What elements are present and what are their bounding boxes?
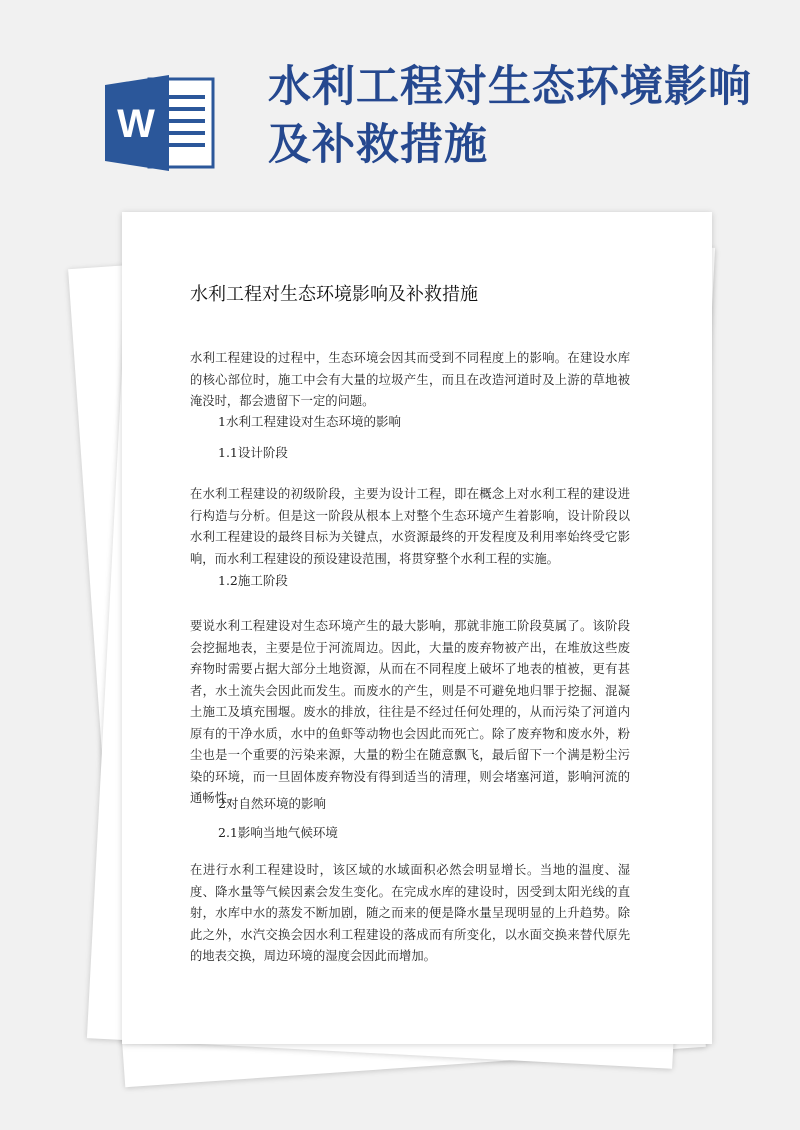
section-heading-1: 1水利工程建设对生态环境的影响: [218, 414, 401, 429]
section-heading-2: 2对自然环境的影响: [218, 796, 326, 811]
section-heading-2-1: 2.1影响当地气候环境: [218, 825, 338, 840]
banner-title: 水利工程对生态环境影响及补救措施: [268, 62, 752, 170]
word-icon: [105, 75, 217, 171]
section-heading-1-2: 1.2施工阶段: [218, 573, 288, 588]
paragraph-2-1: 在进行水利工程建设时，该区域的水域面积必然会明显增长。当地的温度、湿度、降水量等气候因素会发生变化。在完成水库的建设时，因受到太阳光线的直射，水库中水的蒸发不断加剧，随之而来的便是降水量呈现明显的上升趋势。除此之外，水汽交换会因水利工程建设的落成而有所变化，以水面交换来替代原先的地表交换，周边环境的湿度会因此而增加。: [190, 863, 630, 963]
section-heading-1-1: 1.1设计阶段: [218, 445, 288, 460]
paragraph-1-1: 在水利工程建设的初级阶段，主要为设计工程，即在概念上对水利工程的建设进行构造与分析。但是这一阶段从根本上对整个生态环境产生着影响，设计阶段以水利工程建设的最终目标为关键点，水资源最终的开发程度及利用率始终受它影响，而水利工程建设的预设建设范围，将贯穿整个水利工程的实施。: [190, 487, 630, 566]
paragraph-1-2: 要说水利工程建设对生态环境产生的最大影响，那就非施工阶段莫属了。该阶段会挖掘地表，主要是位于河流周边。因此，大量的废弃物被产出，在堆放这些废弃物时需要占据大部分土地资源，从而在不同程度上破坏了地表的植被，更有甚者，水土流失会因此而发生。而废水的产生，则是不可避免地归罪于挖掘、混凝土施工及填充围堰。废水的排放，往往是不经过任何处理的，从而污染了河道内原有的干净水质，水中的鱼虾等动物也会因此而死亡。除了废弃物和废水外，粉尘也是一个重要的污染来源，大量的粉尘在随意飘飞，最后留下一个满是粉尘污染的环境，而一旦固体废弃物没有得到适当的清理，则会堵塞河道，影响河流的通畅性。: [190, 619, 630, 805]
intro-paragraph: 水利工程建设的过程中，生态环境会因其而受到不同程度上的影响。在建设水库的核心部位时，施工中会有大量的垃圾产生，而且在改造河道时及上游的草地被淹没时，都会遗留下一定的问题。: [190, 351, 630, 408]
word-logo-letter: W: [117, 102, 155, 146]
document-title: 水利工程对生态环境影响及补救措施: [190, 284, 478, 305]
document-page: [122, 212, 712, 1044]
